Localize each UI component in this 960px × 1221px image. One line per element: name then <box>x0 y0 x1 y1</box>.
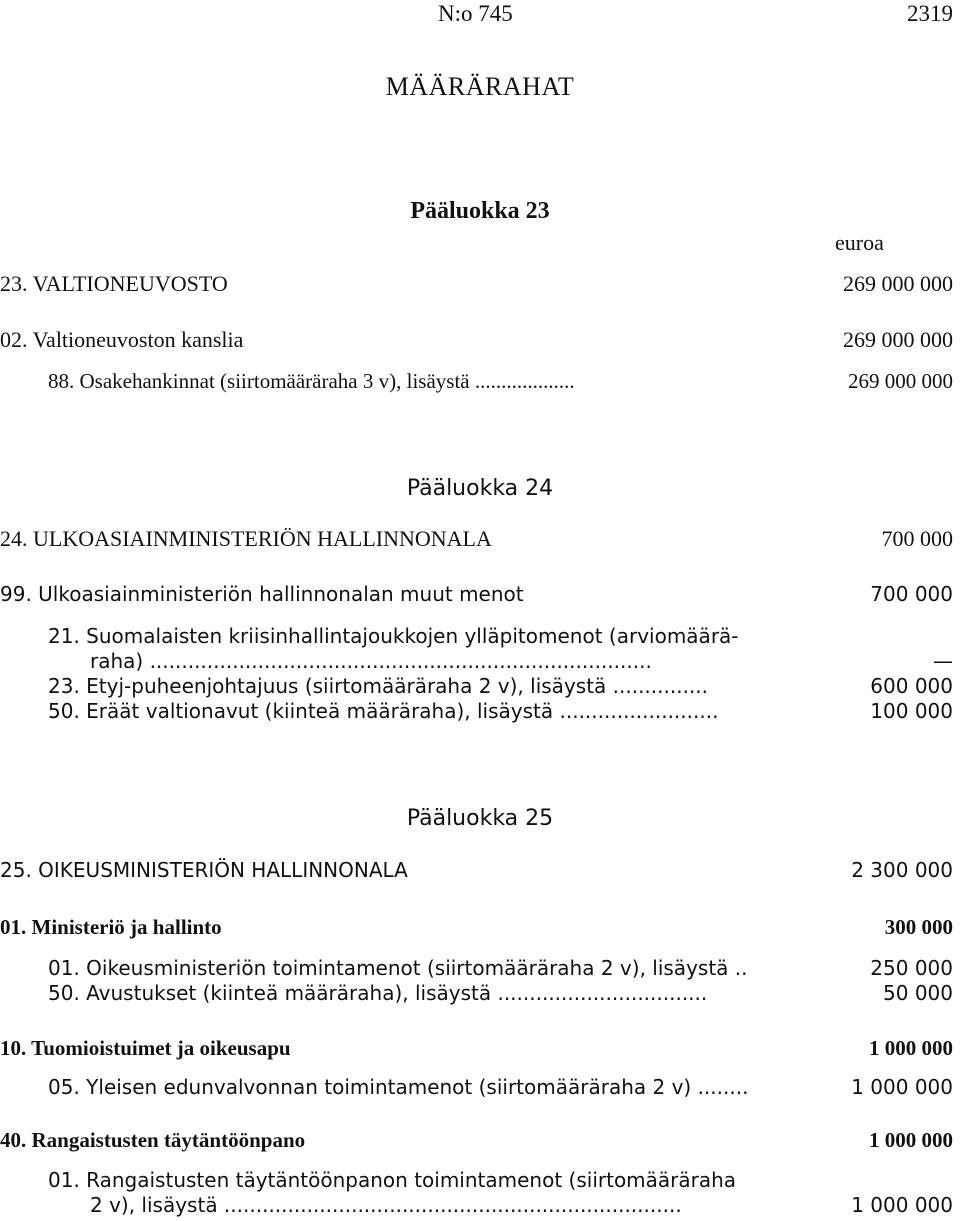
item-50: 50. Eräät valtionavut (kiinteä määräraha), lisäystä ......................... <box>48 699 719 723</box>
group-02: 02. Valtioneuvoston kanslia <box>0 327 244 352</box>
item-23-amount: 600 000 <box>870 674 953 698</box>
item-05: 05. Yleisen edunvalvonnan toimintamenot (siirtomääräraha 2 v) ........ <box>48 1075 749 1099</box>
section-heading-24: Pääluokka 24 <box>406 476 554 501</box>
item-01-ministry-amount: 250 000 <box>870 956 953 980</box>
item-21-line1: 21. Suomalaisten kriisinhallintajoukkojen ylläpitomenot (arviomäärä- <box>48 624 739 648</box>
item-88: 88. Osakehankinnat (siirtomääräraha 3 v), lisäystä ................... <box>48 369 575 393</box>
item-88-amount: 269 000 000 <box>848 369 953 393</box>
item-50-grants: 50. Avustukset (kiinteä määräraha), lisäystä ................................. <box>48 981 708 1005</box>
item-05-amount: 1 000 000 <box>851 1075 953 1099</box>
item-21-amount: — <box>933 649 953 673</box>
main-category-23-amount: 269 000 000 <box>843 271 953 296</box>
main-category-24-amount: 700 000 <box>881 526 953 551</box>
main-category-25: 25. OIKEUSMINISTERIÖN HALLINNONALA <box>0 858 408 882</box>
group-40: 40. Rangaistusten täytäntöönpano <box>0 1128 306 1152</box>
currency-unit: euroa <box>835 230 884 255</box>
page-number-left: N:o 745 <box>438 1 513 26</box>
group-99: 99. Ulkoasiainministeriön hallinnonalan muut menot <box>0 582 524 606</box>
main-category-25-amount: 2 300 000 <box>851 858 953 882</box>
group-02-amount: 269 000 000 <box>843 327 953 352</box>
item-01-sanctions-amount: 1 000 000 <box>851 1193 953 1217</box>
section-heading-23: Pääluokka 23 <box>410 198 550 224</box>
item-01-sanctions-line1: 01. Rangaistusten täytäntöönpanon toimintamenot (siirtomääräraha <box>48 1168 737 1192</box>
group-99-amount: 700 000 <box>870 582 953 606</box>
page-number-right: 2319 <box>907 1 953 26</box>
group-10: 10. Tuomioistuimet ja oikeusapu <box>0 1036 291 1060</box>
item-50-amount: 100 000 <box>870 699 953 723</box>
item-01-ministry: 01. Oikeusministeriön toimintamenot (siirtomääräraha 2 v), lisäystä .. <box>48 956 748 980</box>
group-01-amount: 300 000 <box>884 915 953 939</box>
item-21-line2: raha) ............................................................................... <box>90 649 652 673</box>
document-title: MÄÄRÄRAHAT <box>385 72 575 101</box>
item-01-sanctions-line2: 2 v), lisäystä ........................................................................ <box>90 1193 682 1217</box>
group-01: 01. Ministeriö ja hallinto <box>0 915 222 939</box>
group-10-amount: 1 000 000 <box>869 1036 953 1060</box>
item-23: 23. Etyj-puheenjohtajuus (siirtomääräraha 2 v), lisäystä ............... <box>48 674 709 698</box>
item-50-grants-amount: 50 000 <box>883 981 953 1005</box>
main-category-24: 24. ULKOASIAINMINISTERIÖN HALLINNONALA <box>0 526 492 551</box>
main-category-23: 23. VALTIONEUVOSTO <box>0 271 228 296</box>
section-heading-25: Pääluokka 25 <box>406 806 554 831</box>
group-40-amount: 1 000 000 <box>869 1128 953 1152</box>
